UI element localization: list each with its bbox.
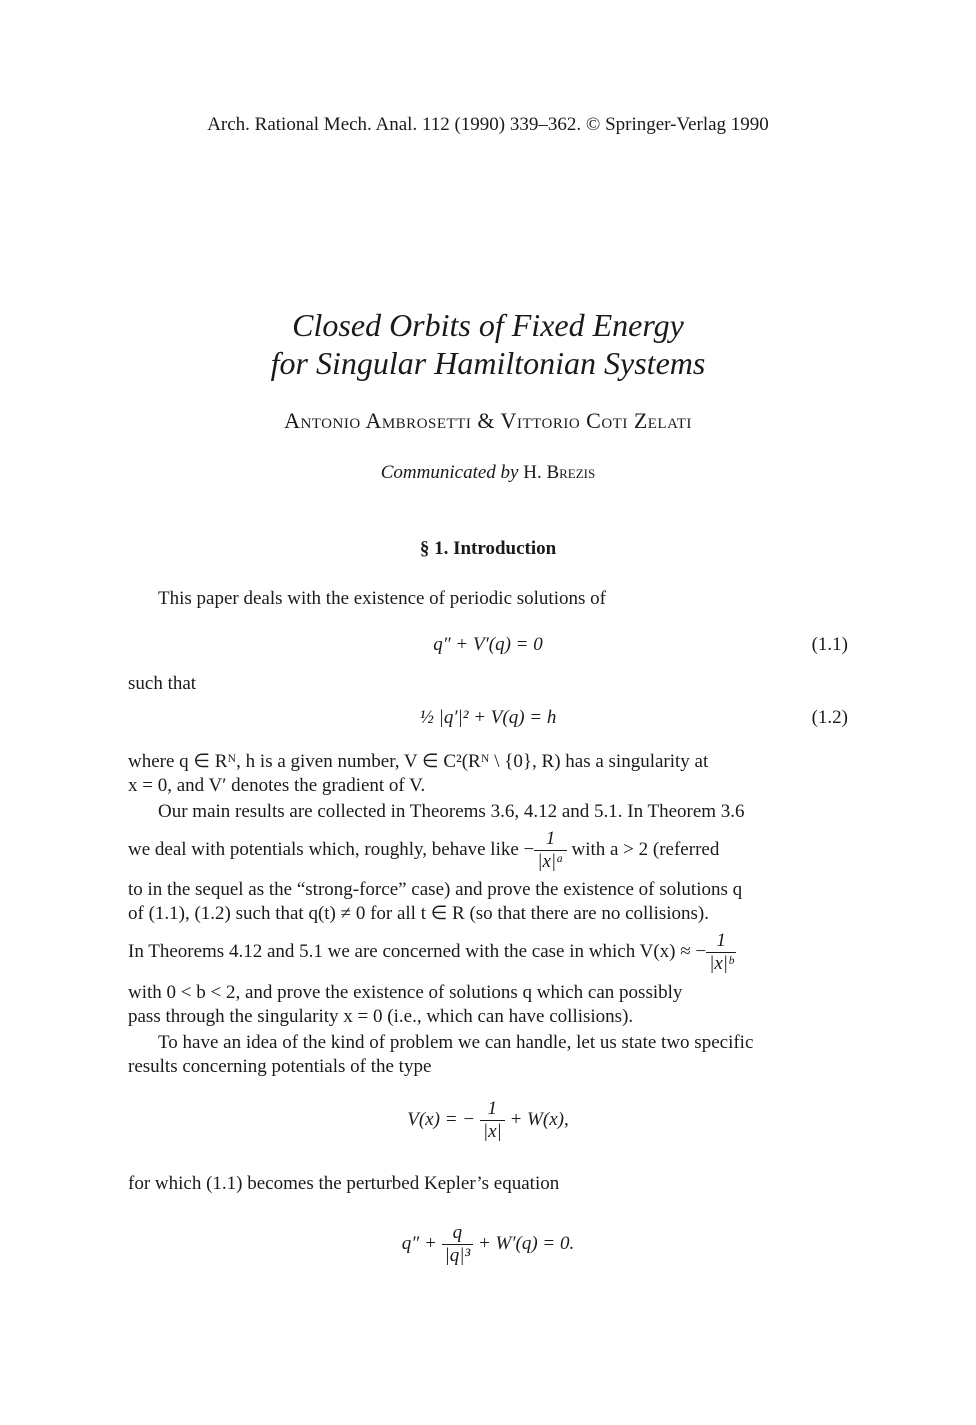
paragraph-2-line-2: x = 0, and V′ denotes the gradient of V. (128, 775, 426, 796)
paragraph-3-line-7: pass through the singularity x = 0 (i.e., which can have collisions). (128, 1006, 634, 1027)
such-that-text: such that (128, 673, 197, 694)
paragraph-1: This paper deals with the existence of periodic solutions of (158, 588, 606, 609)
paper-title-line-2: for Singular Hamiltonian Systems (270, 345, 706, 381)
paragraph-3-line-1: Our main results are collected in Theorems 3.6, 4.12 and 5.1. In Theorem 3.6 (158, 801, 745, 822)
fraction-kepler-force (442, 1222, 474, 1267)
paragraph-4-line-1: To have an idea of the kind of problem we can handle, let us state two specific (158, 1032, 754, 1053)
fraction-kepler (480, 1098, 505, 1143)
paragraph-5: for which (1.1) becomes the perturbed Kepler’s equation (128, 1173, 560, 1194)
fraction-denominator: |x|ᵃ (537, 851, 564, 872)
equation-number-1-1: (1.1) (811, 634, 848, 655)
fraction-numerator: q (442, 1222, 474, 1245)
equation-number-1-2: (1.2) (811, 707, 848, 728)
paragraph-4-line-2: results concerning potentials of the type (128, 1056, 432, 1077)
equation-potential (0, 1098, 976, 1143)
paragraph-3-line-2-text-a: we deal with potentials which, roughly, behave like − (128, 838, 535, 860)
fraction-numerator: 1 (480, 1098, 505, 1121)
fraction-numerator: 1 (706, 930, 736, 953)
equation-potential-right: + W(x), (509, 1108, 569, 1130)
paragraph-2-line-1: where q ∈ Rᴺ, h is a given number, V ∈ C²(Rᴺ \ {0}, R) has a singularity at (128, 751, 709, 772)
communicated-name: H. Brezis (523, 462, 596, 483)
paragraph-3-line-3: to in the sequel as the “strong-force” case) and prove the existence of solutions q (128, 879, 743, 900)
fraction-denominator: |x| (482, 1121, 502, 1142)
section-heading: § 1. Introduction (419, 538, 557, 559)
equation-1-1: q″ + V′(q) = 0 (433, 634, 543, 655)
paragraph-3-line-5 (128, 930, 848, 975)
equation-potential-left: V(x) = − (407, 1108, 476, 1130)
paragraph-3-line-2-text-b: with a > 2 (referred (566, 838, 720, 860)
equation-1-2: ½ |q′|² + V(q) = h (419, 707, 557, 728)
paper-title-line-1: Closed Orbits of Fixed Energy (292, 307, 684, 343)
paragraph-3-line-6: with 0 < b < 2, and prove the existence of solutions q which can possibly (128, 982, 683, 1003)
equation-kepler-left: q″ + (401, 1232, 437, 1254)
journal-header: Arch. Rational Mech. Anal. 112 (1990) 339–362. © Springer-Verlag 1990 (207, 114, 769, 135)
authors: Antonio Ambrosetti & Vittorio Coti Zelati (284, 408, 692, 433)
fraction-strong-force (534, 828, 566, 873)
communicated-prefix: Communicated by (380, 462, 519, 483)
fraction-denominator: |x|ᵇ (709, 953, 734, 974)
paragraph-3-line-2 (128, 828, 848, 873)
fraction-weak-force (706, 930, 736, 975)
equation-kepler-right: + W′(q) = 0. (477, 1232, 575, 1254)
equation-kepler (0, 1222, 976, 1267)
fraction-denominator: |q|³ (444, 1245, 471, 1266)
paragraph-3-line-4: of (1.1), (1.2) such that q(t) ≠ 0 for all t ∈ R (so that there are no collisions). (128, 903, 710, 924)
paragraph-3-line-5-text: In Theorems 4.12 and 5.1 we are concerned with the case in which V(x) ≈ − (128, 940, 707, 962)
fraction-numerator: 1 (534, 828, 566, 851)
communicated-by (0, 462, 976, 484)
